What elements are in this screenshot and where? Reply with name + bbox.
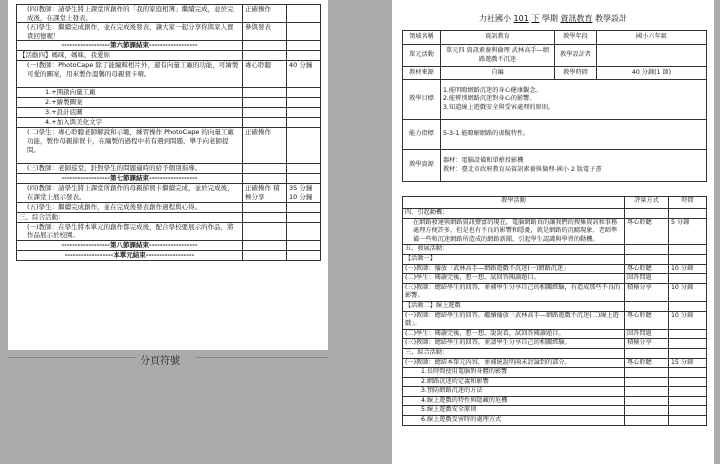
method-cell: 專心聆聽 [625,358,669,368]
designer-value [597,45,707,67]
school-term: 下 [531,14,540,23]
method-cell [243,212,287,222]
time-cell [287,118,321,128]
table-row [17,184,321,202]
method-cell: 正確操作 [243,5,287,23]
activity-cell: 在網路發達與網路資訊豐富的現在，電腦網路真的讓我們的搜集資訊和事務處理方便許多，但是也有不良的影響和隱憂，就是網路的沉癮現象，老師準備一些和沉迷網路所造成的網路新聞，引起學生認識與學習的動機。 [403,218,625,245]
time-cell [287,88,321,98]
summary-item: 5.線上遊戲安全原則 [403,406,625,416]
page-break-line [8,357,136,358]
time-cell [287,250,321,260]
time-cell [287,98,321,108]
activity-cell: (五)學生：繼續完成創作，並在完成後發表，讓大家一起分享你與家人寶貴回憶喔！ [17,23,243,41]
table-row [17,118,321,128]
activity-cell: (四)教師：請學生將上課堂所創作的「我的家庭相簿」繼續完成，並於完成後，在課堂上發表。 [17,5,243,23]
col-activity-header: 教學活動 [403,197,625,209]
table-row [403,358,707,368]
table-row [17,240,321,250]
activity-heading: 【活動一】 [403,254,625,264]
method-cell [243,222,287,240]
goal-item: 1.能明瞭網路沉迷的身心健康觀念。 [443,87,542,95]
time-cell [287,128,321,164]
method-cell [625,245,669,255]
page-break-line [196,357,328,358]
activity-table [402,196,707,426]
left-lesson-table [16,4,321,261]
method-cell: 專心聆聽 [243,61,287,88]
method-cell [243,174,287,184]
time-cell [669,209,707,219]
method-cell: 回答問題 [625,274,669,284]
col-method-header: 評量方式 [625,197,669,209]
method-cell: 積極分享 [625,339,669,349]
method-cell [243,51,287,61]
table-row [403,245,707,255]
resource-item: 教材：臺北市政府教育局資訊素養與倫理-國小 2 版電子書 [443,165,602,173]
table-row [17,98,321,108]
table-row [17,128,321,164]
time-cell [287,51,321,61]
term-label: 學期 [541,14,558,23]
table-row [403,218,707,245]
activity-cell: 四、引起動機： [403,209,625,219]
session-end-divider: ------------------第六節課結束------------------ [17,41,243,51]
goal-label: 教學目標 [403,80,441,120]
table-row [17,108,321,118]
time-cell [669,245,707,255]
method-cell [243,118,287,128]
time-cell [287,212,321,222]
time-cell [669,396,707,406]
method-cell [243,202,287,212]
table-row [403,377,707,387]
subject-name: 資訊教育 [560,14,593,23]
table-row [403,387,707,397]
method-cell: 積極分享 [625,283,669,301]
method-cell [625,406,669,416]
time-cell [669,329,707,339]
method-cell [625,396,669,406]
table-row [17,174,321,184]
method-cell [625,209,669,219]
method-cell: 參與發表 [243,23,287,41]
table-row [403,31,707,45]
table-row [17,212,321,222]
table-row [17,250,321,260]
method-cell [243,240,287,250]
stage-label: 教學年段 [555,31,597,45]
activity-cell: (二)學生：閱讀完後，想一想，試回答閱讀題目。 [403,274,625,284]
method-cell [243,108,287,118]
table-row [17,88,321,98]
goal-item: 3.知道線上遊戲安全與受害處理的原則。 [443,103,555,111]
table-row [17,5,321,23]
table-row [17,61,321,88]
method-cell [625,368,669,378]
table-row [403,368,707,378]
table-row [403,348,707,358]
time-value: 40 分鐘(1 節) [597,67,707,80]
activity-cell: (一)教師：在學生將本單元的創作都完成後，配合學校要展示的作品，將作品展示於校園。 [17,222,243,240]
table-row [17,202,321,212]
school-year: 101 [513,14,529,23]
col-time-header: 時間 [669,197,707,209]
step-item: 2.+繪製圖案 [17,98,243,108]
summary-item: 6.線上遊戲受害時的處理方式 [403,416,625,426]
time-cell [287,202,321,212]
table-row [403,120,707,150]
table-row [17,164,321,174]
activity-heading: 【活動二】線上遊戲 [403,301,625,311]
step-item: 1.+開啟向量工廠 [17,88,243,98]
method-cell: 專心聆聽 [625,264,669,274]
method-cell [243,88,287,98]
time-cell: 35 分鐘 10 分鐘 [287,184,321,202]
time-cell: 10 分鐘 [669,264,707,274]
method-cell [625,301,669,311]
table-row [403,209,707,219]
time-cell [287,174,321,184]
time-cell [287,108,321,118]
method-cell [243,98,287,108]
time-cell: 40 分鐘 [287,61,321,88]
time-cell [287,23,321,41]
time-cell [669,274,707,284]
goal-list [441,80,707,120]
method-cell: 正確操作 [243,128,287,164]
activity-cell: (五)學生：繼續完成創作，並在完成後發表創作過程與心得。 [17,202,243,212]
time-cell [669,387,707,397]
time-cell [287,5,321,23]
summary-item: 1.長時間使用電腦對身體的影響 [403,368,625,378]
time-cell [669,348,707,358]
stage-value: 國小六年級 [597,31,707,45]
ability-label: 能力指標 [403,120,441,150]
method-cell [625,254,669,264]
resource-item: 器材：電腦設備和單槍投影機 [443,157,524,165]
time-cell: 10 分鐘 [669,311,707,329]
resource-list [441,150,707,182]
time-label: 教學時間 [555,67,597,80]
method-cell [243,250,287,260]
activity-cell: (三)教師：總結學生的回答，並請學生分享自己的相關經驗。 [403,339,625,349]
activity-cell: 五、發展活動： [403,245,625,255]
activity-heading: 【活動四】媽咪，媽咪，我愛妳 [17,51,243,61]
table-row [403,274,707,284]
activity-cell: (三)教師：總結學生的回答，並補學生分享自己的相關經驗，有造成那些不良的影響。 [403,283,625,301]
activity-cell: (一)教師：總結本單元內容，並補統說明兩未討論到的部分。 [403,358,625,368]
school-name: 力社國小 [478,14,511,23]
time-cell: 10 分鐘 [669,283,707,301]
time-cell [669,406,707,416]
activity-cell: (一)教師：總結學生的回答，繼續播放「武林高手—網路遊戲不沉迷(二)線上遊戲」。 [403,311,625,329]
summary-item: 2.網路沉迷的定義和影響 [403,377,625,387]
designer-label: 教學設計者 [555,45,597,67]
time-cell: 5 分鐘 [669,218,707,245]
table-row [17,41,321,51]
activity-cell: (四)教師：請學生將上課堂所創作的母親節賀卡繼續完成，並於完成後，在課堂上展示發表。 [17,184,243,202]
table-row [403,406,707,416]
table-row [403,283,707,301]
table-row [403,329,707,339]
field-label: 領域名稱 [403,31,441,45]
resource-label: 教學資源 [403,150,441,182]
session-end-divider: ------------------第八節課結束------------------ [17,240,243,250]
source-value: 自編 [441,67,555,80]
activity-cell: (一)教師：播放「武林高手—網路遊戲不沉迷(一)網路沉迷」 [403,264,625,274]
unit-end-divider: ------------------本單元結束------------------ [17,250,243,260]
summary-item: 4.線上遊戲的特性與隱藏的危機 [403,396,625,406]
activity-cell: (二)學生：專心聆聽老師解說和示範，練習操作 PhotoCape 的向量工廠功能，製作母親節賀卡，在編製的過程中若有遇到問題，舉手向老師提問。 [17,128,243,164]
table-row [403,311,707,329]
table-header-row [403,197,707,209]
table-row [403,396,707,406]
table-row [403,150,707,182]
method-cell [243,41,287,51]
document-title [392,13,714,24]
method-cell [243,164,287,174]
time-cell [669,301,707,311]
time-cell [287,222,321,240]
ability-value: 5-3-1 能瞭解網路的虛擬特性。 [441,120,707,150]
time-cell [669,416,707,426]
activity-cell: (一)教師：PhotoCape 除了能編輯相片外，還有向量工廠的功能，可繪製可愛的圖案，用來製作溫馨的母親賀卡唷。 [17,61,243,88]
table-row [17,23,321,41]
activity-cell: (三)教師：老師巡堂，針對學生的問題適時的給予個別指導。 [17,164,243,174]
table-row [403,254,707,264]
source-label: 教材來源 [403,67,441,80]
method-cell [625,377,669,387]
session-end-divider: ------------------第七節課結束------------------ [17,174,243,184]
time-cell [669,339,707,349]
method-cell: 回答問題 [625,329,669,339]
time-cell [287,41,321,51]
right-document-page [392,0,714,464]
step-item: 3.+設計底圖 [17,108,243,118]
page-break-label: 分頁符號 [140,356,180,367]
time-cell [287,164,321,174]
table-row [403,80,707,120]
table-row [403,339,707,349]
time-cell: 15 分鐘 [669,358,707,368]
method-cell: 專心聆聽 [625,218,669,245]
left-document-page [8,0,328,350]
time-cell [669,368,707,378]
method-cell: 正確操作 積極分享 [243,184,287,202]
method-cell: 專心聆聽 [625,311,669,329]
unit-label: 單元活動 [403,45,441,67]
goal-item: 2.能辨別網路沉迷對身心的影響。 [443,95,536,103]
method-cell [625,387,669,397]
activity-cell: (二)學生：閱讀完後，想一想，說說看，試回答閱讀題目。 [403,329,625,339]
table-row [403,67,707,80]
field-value: 資訊教育 [441,31,555,45]
section-heading: 三、綜合活動： [17,212,243,222]
lesson-info-table [402,30,707,182]
method-cell [625,416,669,426]
table-row [403,301,707,311]
section-heading: 三、綜合活動： [403,348,625,358]
summary-item: 3.預防網路沉迷的方法 [403,387,625,397]
method-cell [625,348,669,358]
time-cell [669,377,707,387]
unit-value: 單元四 資訊素養與倫理 武林高手—網路遊戲不沉迷 [441,45,555,67]
table-row [403,416,707,426]
table-row [17,222,321,240]
table-row [17,51,321,61]
table-row [403,45,707,67]
time-cell [669,254,707,264]
title-suffix: 教學設計 [595,14,627,23]
step-item: 4.+加入與美化文字 [17,118,243,128]
time-cell [287,240,321,250]
table-row [403,264,707,274]
